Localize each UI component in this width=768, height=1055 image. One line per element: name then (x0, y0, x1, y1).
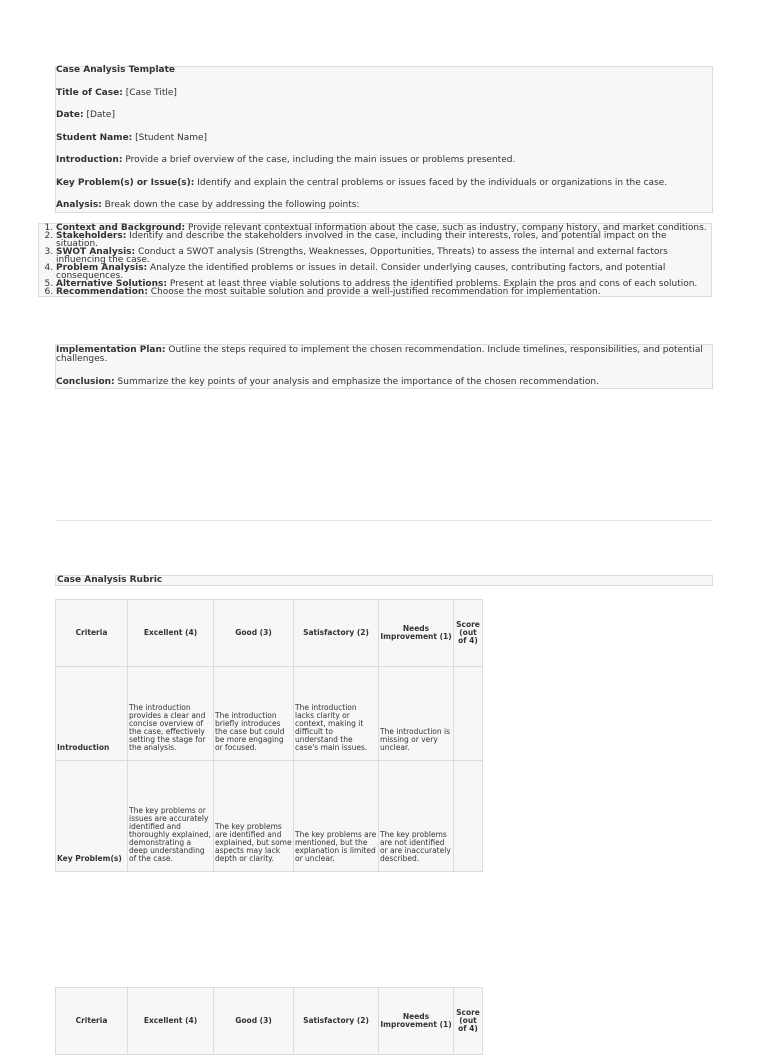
header-good: Good (3) (214, 600, 294, 667)
row-satisfactory: The key problems are mentioned, but the explanation is limited or unclear. (294, 761, 379, 872)
header-satisfactory: Satisfactory (2) (294, 600, 379, 667)
rubric-table (55, 599, 483, 872)
date-value: [Date] (86, 110, 115, 120)
row-needs-improvement: The key problems are not identified or are inaccurately described. (379, 761, 454, 872)
row-good: The introduction briefly introduces the case but could be more engaging or focused. (214, 667, 294, 761)
header-criteria: Criteria (56, 988, 128, 1055)
header-excellent: Excellent (4) (128, 988, 214, 1055)
row-score[interactable] (454, 667, 483, 761)
list-item: 1. Context and Background: Provide relevant contextual information about the case, such as industry, company history, and market conditions. (56, 224, 711, 232)
conclusion-line: Conclusion: Summarize the key points of your analysis and emphasize the importance of the chosen recommendation. (56, 377, 599, 387)
table-row (56, 667, 483, 761)
analysis-line: Analysis: Break down the case by addressing the following points: (56, 200, 360, 210)
student-line: Student Name: [Student Name] (56, 133, 208, 143)
table-row (56, 761, 483, 872)
student-value: [Student Name] (135, 133, 208, 143)
header-satisfactory: Satisfactory (2) (294, 988, 379, 1055)
list-item: 5. Alternative Solutions: Present at least three viable solutions to address the identified problems. Explain the pros and cons of each solution. (56, 280, 711, 288)
rubric-table-continued (55, 987, 483, 1055)
row-score[interactable] (454, 761, 483, 872)
row-good: The key problems are identified and explained, but some aspects may lack depth or clarity. (214, 761, 294, 872)
title-value: [Case Title] (125, 88, 177, 98)
rubric-heading: Case Analysis Rubric (55, 575, 713, 586)
date-line: Date: [Date] (56, 110, 115, 120)
key-problems-line: Key Problem(s) or Issue(s): Identify and explain the central problems or issues faced by the individuals or organizations in the case. (56, 178, 668, 188)
list-item: 2. Stakeholders: Identify and describe the stakeholders involved in the case, including their interests, roles, and potential impact on the situation. (56, 232, 711, 248)
row-criteria: Introduction (56, 667, 128, 761)
row-satisfactory: The introduction lacks clarity or context, making it difficult to understand the case's main issues. (294, 667, 379, 761)
implementation-line: Implementation Plan: Outline the steps required to implement the chosen recommendation. Include timelines, responsibilities, and potential challenges. (56, 345, 703, 364)
title-line: Title of Case: [Case Title] (56, 88, 177, 98)
row-excellent: The introduction provides a clear and concise overview of the case, effectively setting the stage for the analysis. (128, 667, 214, 761)
section-divider (55, 520, 713, 521)
row-needs-improvement: The introduction is missing or very unclear. (379, 667, 454, 761)
header-good: Good (3) (214, 988, 294, 1055)
header-needs-improvement: Needs Improvement (1) (379, 600, 454, 667)
header-excellent: Excellent (4) (128, 600, 214, 667)
list-item: 3. SWOT Analysis: Conduct a SWOT analysis (Strengths, Weaknesses, Opportunities, Threats) to assess the internal and external factors influencing the case. (56, 248, 711, 264)
analysis-points-list (38, 223, 712, 297)
row-excellent: The key problems or issues are accurately identified and thoroughly explained, demonstrating a deep understanding of the case. (128, 761, 214, 872)
header-score: Score (out of 4) (454, 988, 483, 1055)
introduction-line: Introduction: Provide a brief overview of the case, including the main issues or problems presented. (56, 155, 516, 165)
template-heading: Case Analysis Template (56, 65, 176, 75)
table-header-row (56, 988, 483, 1055)
header-criteria: Criteria (56, 600, 128, 667)
list-item: 4. Problem Analysis: Analyze the identified problems or issues in detail. Consider underlying causes, contributing factors, and potential consequences. (56, 264, 711, 280)
header-needs-improvement: Needs Improvement (1) (379, 988, 454, 1055)
list-item: 6. Recommendation: Choose the most suitable solution and provide a well-justified recommendation for implementation. (56, 288, 711, 296)
row-criteria: Key Problem(s) (56, 761, 128, 872)
header-score: Score (out of 4) (454, 600, 483, 667)
table-header-row (56, 600, 483, 667)
